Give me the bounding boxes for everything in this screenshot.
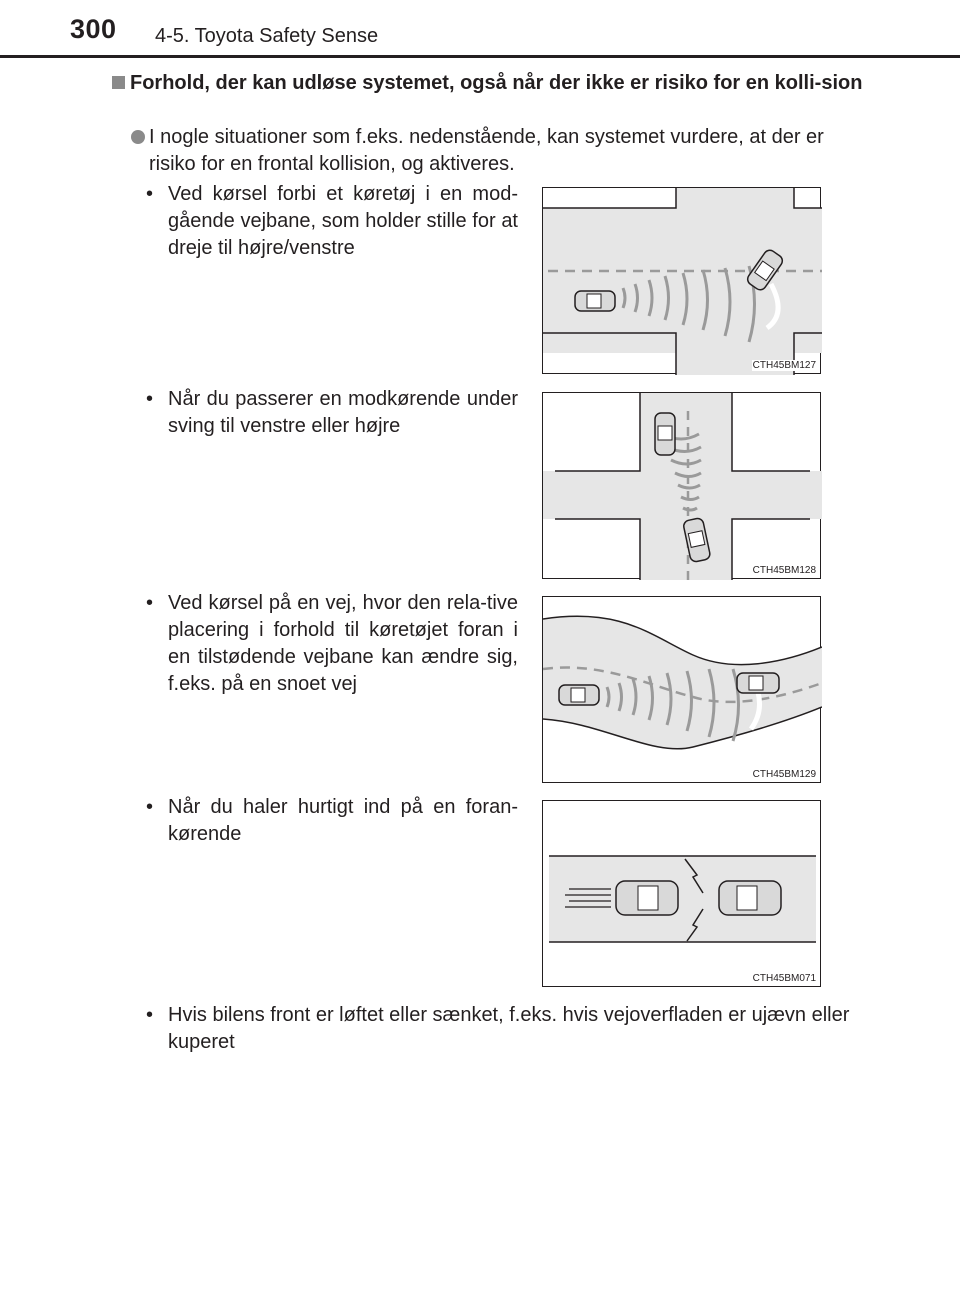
figure-winding-road <box>542 596 821 783</box>
figure-oncoming-turning-vehicle <box>542 187 821 374</box>
list-item <box>146 590 518 698</box>
bullet-mark: • <box>146 183 154 205</box>
list-item <box>146 386 518 440</box>
page-header <box>0 0 960 60</box>
section-title: 4-5. Toyota Safety Sense <box>155 25 379 47</box>
car-icon <box>559 685 599 705</box>
figure-passing-oncoming-curve <box>542 392 821 579</box>
list-item-text: Ved kørsel på en vej, hvor den rela-tive placering i forhold til køretøjet foran i en tilstødende vejbane kan ændre sig, f.eks. på en snoet vej <box>168 592 518 695</box>
list-item <box>146 794 518 848</box>
square-bullet-icon <box>112 76 125 89</box>
figure-code: CTH45BM129 <box>752 769 816 780</box>
section-heading-text: Forhold, der kan udløse systemet, også når der ikke er risiko for en kolli-sion <box>130 72 863 94</box>
car-icon <box>737 673 779 693</box>
winding-road-illustration <box>543 597 822 784</box>
approach-illustration <box>543 801 822 988</box>
car-icon <box>616 881 678 915</box>
list-item <box>146 181 518 262</box>
intersection-illustration <box>543 393 822 580</box>
list-item-text: Når du passerer en modkørende under sving til venstre eller højre <box>168 388 518 437</box>
intro-text: I nogle situationer som f.eks. nedenstående, kan systemet vurdere, at der er risiko for en frontal kollision, og aktiveres. <box>149 126 824 175</box>
bullet-mark: • <box>146 1004 154 1026</box>
figure-code: CTH45BM128 <box>752 565 816 576</box>
bullet-mark: • <box>146 592 154 614</box>
car-icon <box>655 413 675 455</box>
car-icon <box>575 291 615 311</box>
bullet-mark: • <box>146 796 154 818</box>
figure-fast-approach <box>542 800 821 987</box>
section-heading <box>112 70 872 97</box>
list-item <box>146 1002 866 1056</box>
figure-code: CTH45BM071 <box>752 973 816 984</box>
intersection-illustration <box>543 188 822 375</box>
bullet-mark: • <box>146 388 154 410</box>
header-rule <box>0 55 960 58</box>
car-icon <box>719 881 781 915</box>
page-number: 300 <box>70 14 117 44</box>
list-item-text: Ved kørsel forbi et køretøj i en mod-gående vejbane, som holder stille for at dreje til højre/venstre <box>168 183 518 259</box>
intro-paragraph <box>131 124 871 178</box>
list-item-text: Når du haler hurtigt ind på en foran-kørende <box>168 796 518 845</box>
circle-bullet-icon <box>131 130 145 144</box>
figure-code: CTH45BM127 <box>752 360 816 371</box>
list-item-text: Hvis bilens front er løftet eller sænket, f.eks. hvis vejoverfladen er ujævn eller kuperet <box>168 1004 850 1053</box>
